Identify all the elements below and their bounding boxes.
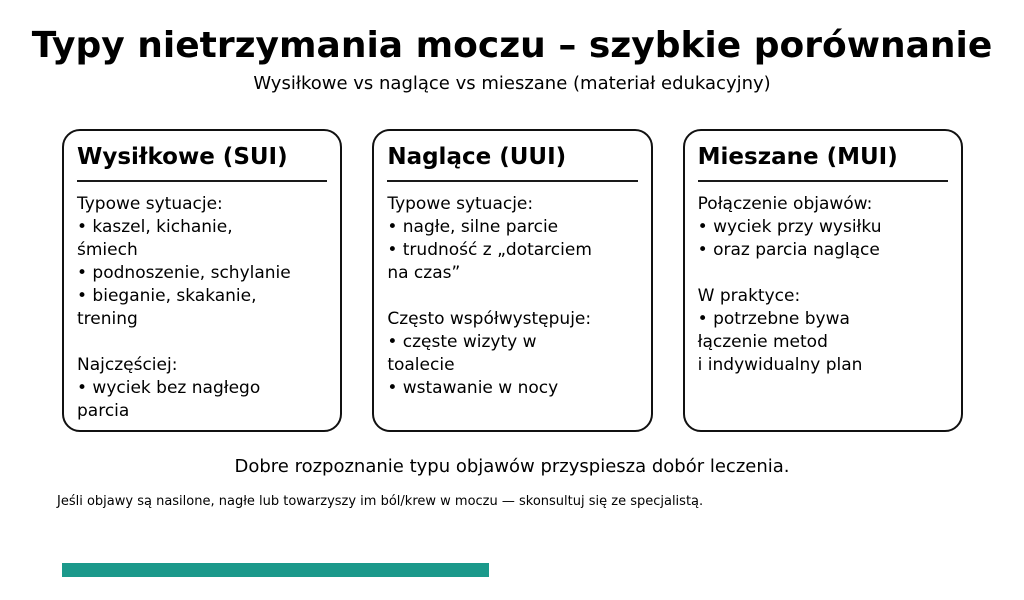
card-line: Połączenie objawów: [697,194,873,214]
card-line: toalecie [387,355,455,375]
card-line: • trudność z „dotarciem [387,240,592,260]
card-title: Wysiłkowe (SUI) [77,144,288,170]
card-line: • nagłe, silne parcie [387,217,559,237]
card-line [77,331,327,354]
card-line: • częste wizyty w [387,332,537,352]
footer-disclaimer: Jeśli objawy są nasilone, nagłe lub towarzyszy im ból/krew w moczu — skonsultuj się ze specjalistą. [57,494,704,509]
info-card [683,129,963,432]
card-title: Naglące (UUI) [387,144,567,170]
card-line: Najczęściej: [77,355,178,375]
card-line [387,285,637,308]
card-body [698,193,948,377]
cards-row [0,129,1024,432]
card-line: śmiech [77,240,138,260]
card-line: • bieganie, skakanie, [77,286,257,306]
footer-message: Dobre rozpoznanie typu objawów przyspiesza dobór leczenia. [234,456,790,477]
accent-bar [62,563,489,577]
card-line: W praktyce: [697,286,801,306]
card-line: i indywidualny plan [697,355,863,375]
card-line [698,262,948,285]
page-title: Typy nietrzymania moczu – szybkie porównanie [31,25,993,66]
card-line: • wstawanie w nocy [387,378,559,398]
card-line: Często współwystępuje: [387,309,592,329]
card-line: • oraz parcia naglące [697,240,880,260]
card-line: parcia [77,401,130,421]
card-line: • wyciek bez nagłego [77,378,261,398]
card-line: • kaszel, kichanie, [77,217,233,237]
card-line: łączenie metod [697,332,828,352]
card-title-rule [77,180,327,182]
card-body [77,193,327,423]
page-subtitle: Wysiłkowe vs naglące vs mieszane (materiał edukacyjny) [253,73,771,94]
card-line: • podnoszenie, schylanie [77,263,291,283]
card-line: Typowe sytuacje: [387,194,534,214]
info-card [372,129,652,432]
info-card [62,129,342,432]
card-title-rule [387,180,637,182]
card-line: trening [77,309,138,329]
card-line: Typowe sytuacje: [77,194,223,214]
slide [0,24,1024,510]
card-line: • wyciek przy wysiłku [697,217,882,237]
card-body [387,193,637,400]
card-title: Mieszane (MUI) [697,144,898,170]
card-line: • potrzebne bywa [697,309,850,329]
card-line: na czas” [387,263,461,283]
card-title-rule [698,180,948,182]
